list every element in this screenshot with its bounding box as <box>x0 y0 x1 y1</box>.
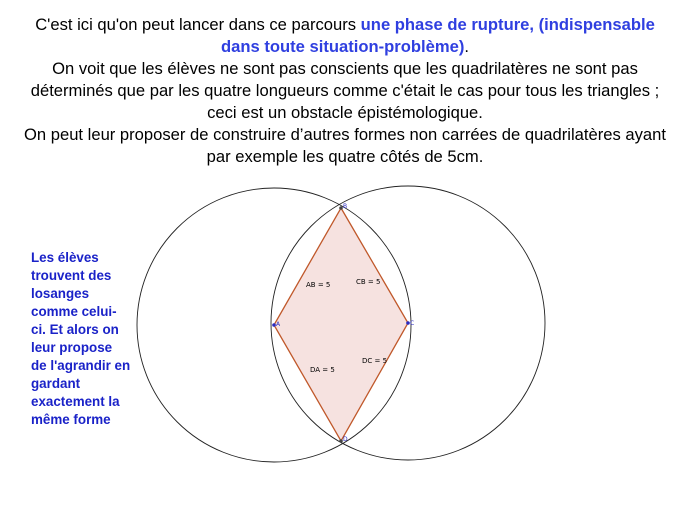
label-point-c: C <box>410 320 415 327</box>
label-point-a: A <box>276 321 281 328</box>
label-dc: DC = 5 <box>362 357 388 365</box>
label-point-b: B <box>343 203 348 210</box>
intro-sentence-2: On voit que les élèves ne sont pas conscients que les quadrilatères ne sont pas déterminés que par les quatre longueurs comme c'était le cas pour tous les triangles ; ceci est un obstacle épistémologique. <box>30 59 660 122</box>
intro-sentence-1-end: . <box>464 37 469 56</box>
label-da: DA = 5 <box>310 366 335 374</box>
label-point-d: D <box>343 436 348 443</box>
intro-sentence-1: C'est ici qu'on peut lancer dans ce parcours <box>35 15 361 34</box>
label-ab: AB = 5 <box>306 281 331 289</box>
label-cb: CB = 5 <box>356 278 381 286</box>
intro-sentence-3: On peut leur proposer de construire d’autres formes non carrées de quadrilatères ayant par exemple les quatre côtés de 5cm. <box>24 125 666 166</box>
intro-highlight: une phase de rupture, (indispensable dans toute situation-problème) <box>220 15 655 56</box>
side-note: Les élèves trouvent des losanges comme celui-ci. Et alors on leur propose de l'agrandir en gardant exactement la même forme <box>31 250 131 427</box>
rhombus-abcd <box>274 208 408 441</box>
